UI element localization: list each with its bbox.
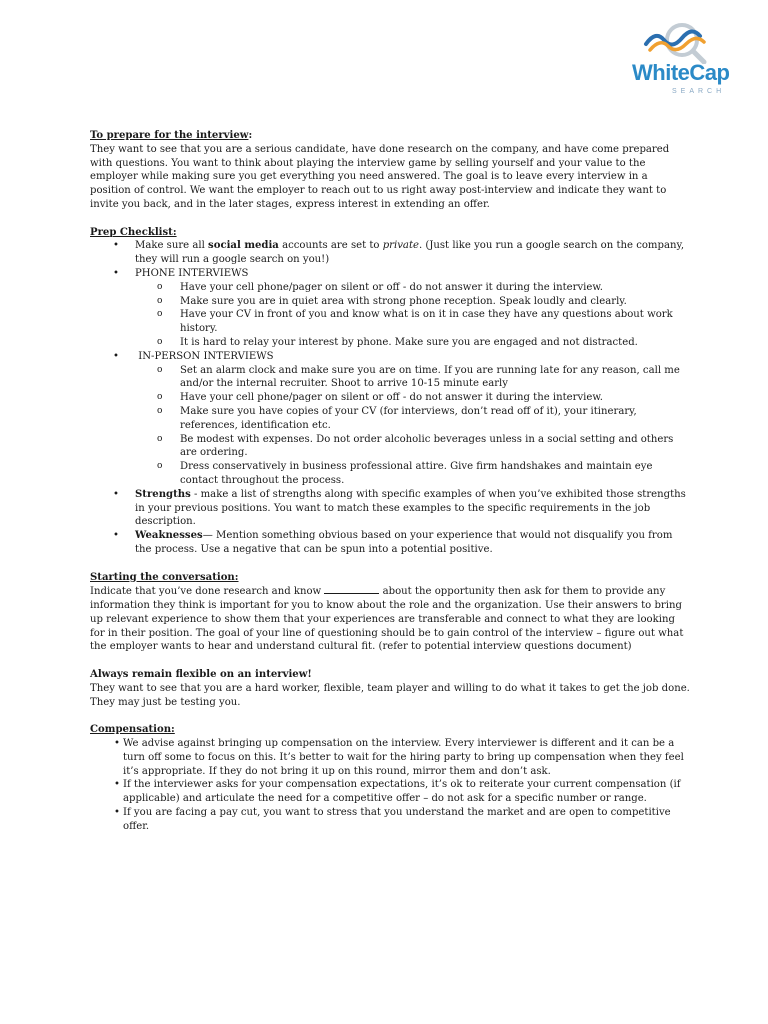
flexible-heading: Always remain flexible on an interview! xyxy=(90,669,312,681)
conversation-paragraph: Indicate that you’ve done research and know about the opportunity then ask for them to provide any information they think is important for you to know about the role and the organization. Use their answers to bring up relevant experience to show them that your experiences are transferable and connect to what they are looking for in their position. The goal of your line of questioning should be to gain control of the interview – figure out what the employer wants to hear and understand cultural fit. (refer to potential interview questions document) xyxy=(90,586,684,653)
checklist-heading: Prep Checklist: xyxy=(90,226,177,238)
list-item: • We advise against bringing up compensation on the interview. Every interviewer is different and it can be a turn off some to focus on this. It’s better to wait for the hiring party to bring up compensation when they feel it’s appropriate. If they do not bring it up on this round, mirror them and don’t ask. xyxy=(114,738,684,777)
list-item: • PHONE INTERVIEWS o Have your cell phone/pager on silent or off - do not answer it during the interview. o Make sure you are in quiet area with strong phone reception. Speak loudly and clearly. o Have your CV in front of you and know what is on it in case they have any questions about work history. o It is hard to relay your interest by phone. Make sure you are engaged and not distracted. xyxy=(90,267,690,350)
sub-list-item: o Be modest with expenses. Do not order alcoholic beverages unless in a social setting and others are ordering. xyxy=(157,433,674,459)
list-item: • If you are facing a pay cut, you want to stress that you understand the market and are open to competitive offer. xyxy=(114,807,671,832)
sub-list-item: o Have your CV in front of you and know what is on it in case they have any questions about work history. xyxy=(157,309,673,335)
conversation-heading: Starting the conversation: xyxy=(90,571,239,583)
sub-list-item: o Have your cell phone/pager on silent or off - do not answer it during the interview. xyxy=(157,392,604,404)
list-item: • IN-PERSON INTERVIEWS o Set an alarm clock and make sure you are on time. If you are running late for any reason, call me and/or the internal recruiter. Shoot to arrive 10-15 minute early o Have your cell phone/pager on silent or off - do not answer it during the interview. o Make sure you have copies of your CV (for interviews, don’t read off of it), your itinerary, references, identification etc. o Be modest with expenses. Do not order alcoholic beverages unless in a social setting and others are ordering. o Dress conservatively in business professional attire. Give firm handshakes and maintain eye contact throughout the process. xyxy=(90,350,690,488)
list-item: • If the interviewer asks for your compensation expectations, it’s ok to reiterate your current compensation (if applicable) and articulate the need for a competitive offer – do not ask for a specific number or range. xyxy=(114,779,681,805)
prepare-heading: To prepare for the interview: xyxy=(90,130,253,141)
sub-list-item: o Have your cell phone/pager on silent or off - do not answer it during the interview. xyxy=(157,281,604,293)
compensation-heading: Compensation: xyxy=(90,724,175,736)
document-body xyxy=(90,129,690,834)
phone-sublist xyxy=(135,281,690,350)
sub-list-item: o Make sure you are in quiet area with strong phone reception. Speak loudly and clearly. xyxy=(157,295,627,307)
logo-subtitle: SEARCH xyxy=(672,88,726,95)
sub-list-item: o It is hard to relay your interest by phone. Make sure you are engaged and not distracted. xyxy=(157,336,638,348)
list-item: • Weaknesses— Mention something obvious based on your experience that would not disqualify you from the process. Use a negative that can be spun into a potential positive. xyxy=(113,530,673,555)
sub-list-item: o Dress conservatively in business professional attire. Give firm handshakes and maintain eye contact throughout the process. xyxy=(157,461,653,486)
inperson-sublist xyxy=(135,364,690,488)
checklist-list xyxy=(90,239,690,556)
compensation-list xyxy=(90,737,690,834)
fill-in-blank xyxy=(324,584,379,594)
magnifier-wave-icon xyxy=(642,20,722,64)
whitecap-logo xyxy=(628,16,738,96)
sub-list-item: o Make sure you have copies of your CV (for interviews, don’t read off of it), your itinerary, references, identification etc. xyxy=(157,405,637,431)
sub-list-item: o Set an alarm clock and make sure you are on time. If you are running late for any reason, call me and/or the internal recruiter. Shoot to arrive 10-15 minute early xyxy=(157,364,680,390)
flexible-paragraph: They want to see that you are a hard worker, flexible, team player and willing to do what it takes to get the job done. They may just be testing you. xyxy=(90,682,690,708)
list-item: • Strengths - make a list of strengths along with specific examples of when you’ve exhibited those strengths in your previous positions. You want to match these examples to the specific requirements in the job description. xyxy=(113,488,686,528)
list-item: • Make sure all social media accounts are set to private. (Just like you run a google search on the company, they will run a google search on you!) xyxy=(113,240,685,266)
logo-wordmark: WhiteCap xyxy=(632,60,730,85)
prepare-paragraph: They want to see that you are a serious candidate, have done research on the company, and have come prepared with questions. You want to think about playing the interview game by selling yourself and your value to the employer while making sure you get everything you need answered. The goal is to leave every interview in a position of control. We want the employer to reach out to us right away post-interview and indicate they want to invite you back, and in the later stages, express interest in extending an offer. xyxy=(90,143,670,210)
